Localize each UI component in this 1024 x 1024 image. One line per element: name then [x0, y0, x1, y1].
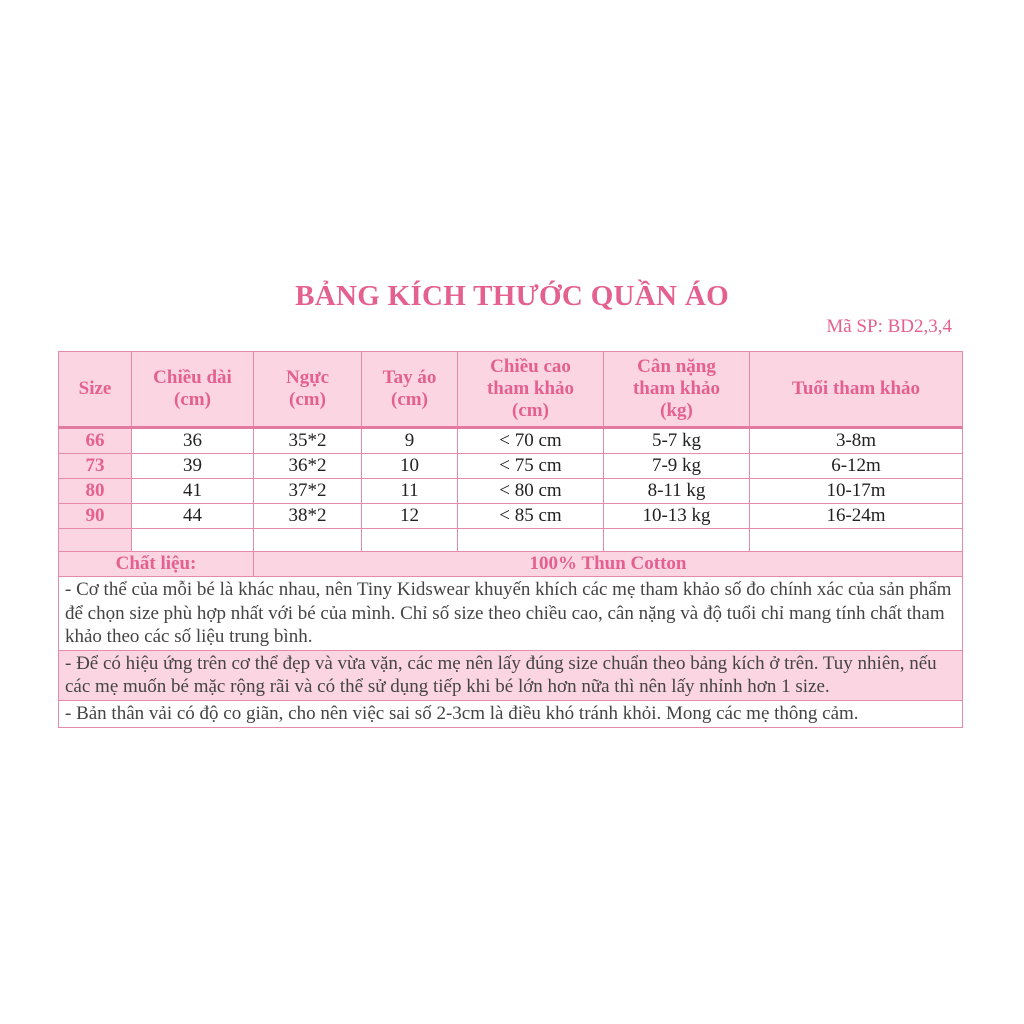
blank-cell [750, 529, 963, 552]
height-cell: < 75 cm [458, 454, 604, 479]
note-text: - Cơ thể của mỗi bé là khác nhau, nên Tiny Kidswear khuyến khích các mẹ tham khảo số đo chính xác của sản phẩm để chọn size phù hợp nhất với bé của mình. Chỉ số size theo chiều cao, cân nặng và độ tuổi chỉ mang tính chất tham khảo theo các số liệu trung bình. [59, 577, 963, 651]
height-cell: < 70 cm [458, 428, 604, 454]
height-cell: < 80 cm [458, 479, 604, 504]
note-text: - Để có hiệu ứng trên cơ thể đẹp và vừa vặn, các mẹ nên lấy đúng size chuẩn theo bảng kích ở trên. Tuy nhiên, nếu các mẹ muốn bé mặc rộng rãi và có thể sử dụng tiếp khi bé lớn hơn nữa thì nên lấy nhỉnh hơn 1 size. [59, 650, 963, 700]
blank-cell [458, 529, 604, 552]
sleeve-cell: 11 [362, 479, 458, 504]
size-table [58, 351, 963, 728]
length-cell: 41 [132, 479, 254, 504]
blank-cell [604, 529, 750, 552]
chest-cell: 35*2 [254, 428, 362, 454]
blank-cell [362, 529, 458, 552]
blank-cell [254, 529, 362, 552]
length-cell: 36 [132, 428, 254, 454]
age-cell: 10-17m [750, 479, 963, 504]
chest-cell: 38*2 [254, 504, 362, 529]
size-cell: 73 [59, 454, 132, 479]
table-row [59, 504, 963, 529]
header-age: Tuổi tham khảo [750, 352, 963, 428]
header-weight: Cân nặng tham khảo (kg) [604, 352, 750, 428]
material-value: 100% Thun Cotton [254, 552, 963, 577]
length-cell: 44 [132, 504, 254, 529]
height-cell: < 85 cm [458, 504, 604, 529]
sleeve-cell: 9 [362, 428, 458, 454]
weight-cell: 5-7 kg [604, 428, 750, 454]
length-cell: 39 [132, 454, 254, 479]
header-length: Chiều dài (cm) [132, 352, 254, 428]
chest-cell: 37*2 [254, 479, 362, 504]
material-label: Chất liệu: [59, 552, 254, 577]
note-text: - Bản thân vải có độ co giãn, cho nên việc sai số 2-3cm là điều khó tránh khỏi. Mong các mẹ thông cảm. [59, 700, 963, 727]
blank-cell [59, 529, 132, 552]
sleeve-cell: 10 [362, 454, 458, 479]
header-size: Size [59, 352, 132, 428]
weight-cell: 10-13 kg [604, 504, 750, 529]
note-row [59, 700, 963, 727]
age-cell: 6-12m [750, 454, 963, 479]
size-cell: 80 [59, 479, 132, 504]
age-cell: 16-24m [750, 504, 963, 529]
header-sleeve: Tay áo (cm) [362, 352, 458, 428]
product-code: Mã SP: BD2,3,4 [826, 316, 952, 337]
note-row [59, 650, 963, 700]
age-cell: 3-8m [750, 428, 963, 454]
chest-cell: 36*2 [254, 454, 362, 479]
header-chest: Ngực (cm) [254, 352, 362, 428]
note-row [59, 577, 963, 651]
page-title: BẢNG KÍCH THƯỚC QUẦN ÁO [295, 280, 729, 312]
blank-cell [132, 529, 254, 552]
weight-cell: 8-11 kg [604, 479, 750, 504]
table-row [59, 428, 963, 454]
table-row [59, 454, 963, 479]
size-cell: 90 [59, 504, 132, 529]
sleeve-cell: 12 [362, 504, 458, 529]
header-height: Chiều cao tham khảo (cm) [458, 352, 604, 428]
material-row [59, 552, 963, 577]
table-header-row [59, 352, 963, 428]
blank-row [59, 529, 963, 552]
weight-cell: 7-9 kg [604, 454, 750, 479]
table-row [59, 479, 963, 504]
size-cell: 66 [59, 428, 132, 454]
